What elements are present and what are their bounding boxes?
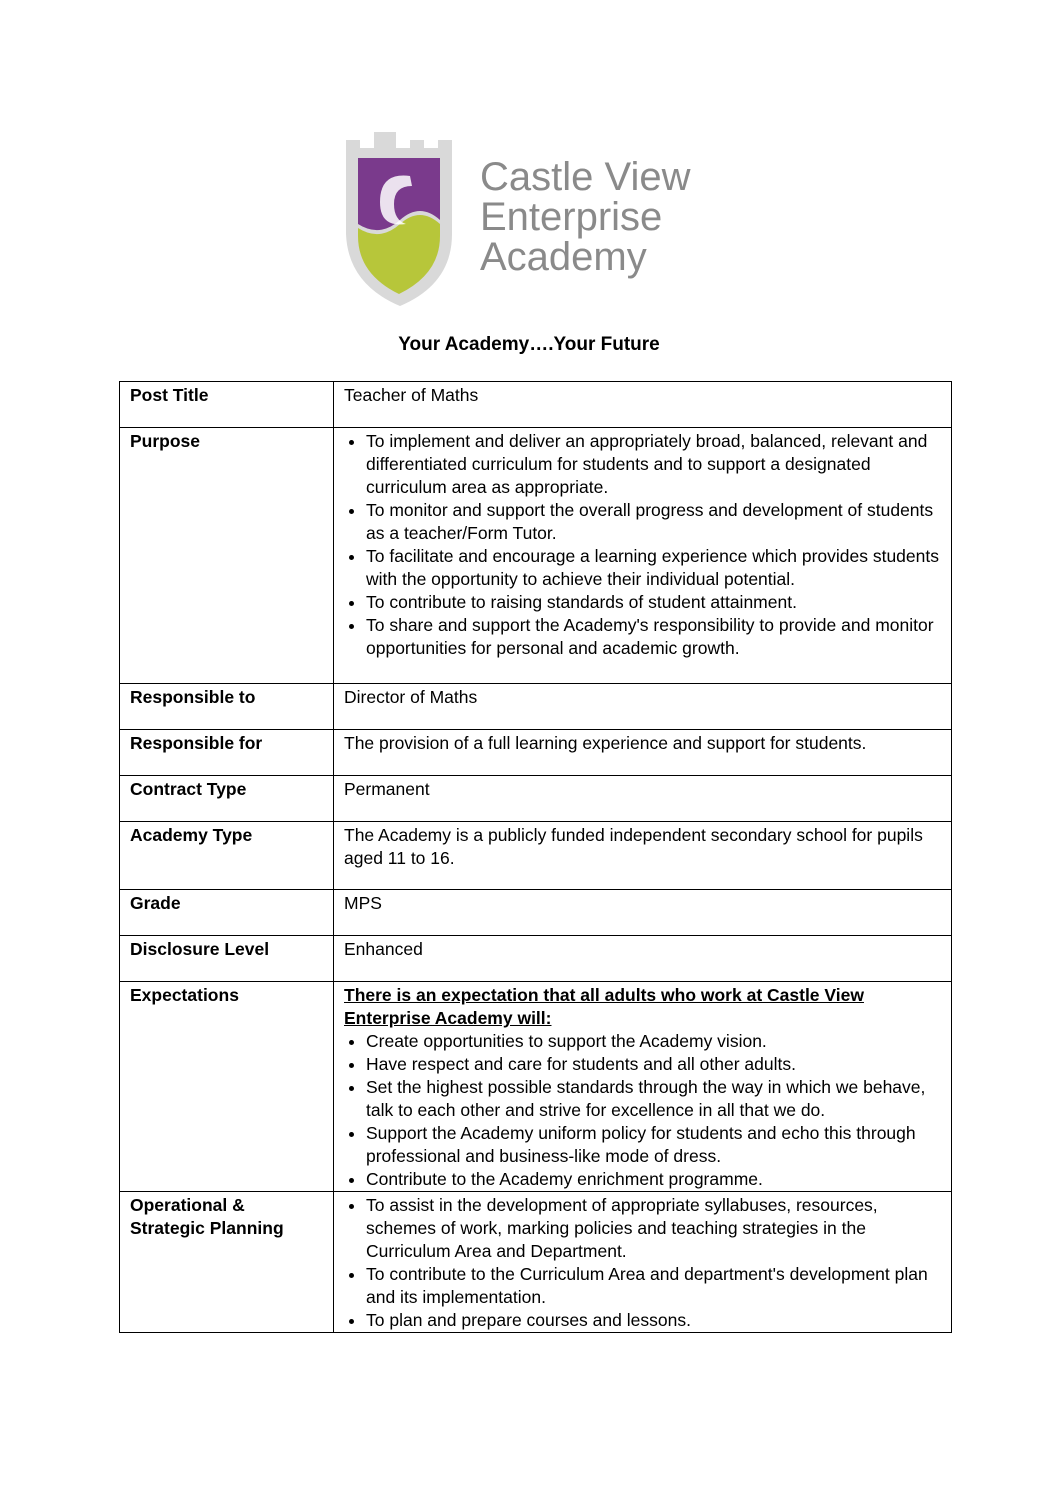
purpose-list bbox=[344, 430, 942, 660]
value-grade: MPS bbox=[334, 890, 952, 936]
value-post-title: Teacher of Maths bbox=[334, 382, 952, 428]
value-contract-type: Permanent bbox=[334, 776, 952, 822]
value-purpose bbox=[334, 428, 952, 684]
row-expectations bbox=[120, 982, 952, 1192]
row-responsible-for bbox=[120, 730, 952, 776]
expectations-heading: There is an expectation that all adults who work at Castle View Enterprise Academy will: bbox=[344, 985, 864, 1028]
list-item: • To implement and deliver an appropriately broad, balanced, relevant and differentiated curriculum for students and to support a designated curriculum area as appropriate. bbox=[366, 430, 942, 499]
list-item: • To plan and prepare courses and lessons. bbox=[366, 1309, 942, 1332]
label-contract-type: Contract Type bbox=[120, 776, 334, 822]
expectations-list bbox=[344, 1030, 942, 1191]
tagline: Your Academy….Your Future bbox=[398, 334, 660, 355]
job-description-table bbox=[119, 381, 952, 1333]
list-item: • Support the Academy uniform policy for students and echo this through professional and business-like mode of dress. bbox=[366, 1122, 942, 1168]
row-grade bbox=[120, 890, 952, 936]
label-purpose: Purpose bbox=[120, 428, 334, 684]
logo-graphic bbox=[340, 124, 710, 309]
row-disclosure bbox=[120, 936, 952, 982]
list-item: • Have respect and care for students and all other adults. bbox=[366, 1053, 942, 1076]
label-disclosure: Disclosure Level bbox=[120, 936, 334, 982]
list-item: • To assist in the development of appropriate syllabuses, resources, schemes of work, marking policies and teaching strategies in the Curriculum Area and Department. bbox=[366, 1194, 942, 1263]
list-item: • To contribute to raising standards of student attainment. bbox=[366, 591, 942, 614]
list-item: • To share and support the Academy's responsibility to provide and monitor opportunities for personal and academic growth. bbox=[366, 614, 942, 660]
label-academy-type: Academy Type bbox=[120, 822, 334, 890]
label-responsible-for: Responsible for bbox=[120, 730, 334, 776]
logo-line1: Castle View bbox=[480, 155, 691, 199]
value-expectations bbox=[334, 982, 952, 1192]
row-academy-type bbox=[120, 822, 952, 890]
logo-line3: Academy bbox=[480, 235, 647, 279]
label-post-title: Post Title bbox=[120, 382, 334, 428]
label-responsible-to: Responsible to bbox=[120, 684, 334, 730]
row-contract-type bbox=[120, 776, 952, 822]
row-purpose bbox=[120, 428, 952, 684]
list-item: • To monitor and support the overall progress and development of students as a teacher/Form Tutor. bbox=[366, 499, 942, 545]
label-grade: Grade bbox=[120, 890, 334, 936]
list-item: • To contribute to the Curriculum Area and department's development plan and its implementation. bbox=[366, 1263, 942, 1309]
label-expectations: Expectations bbox=[120, 982, 334, 1192]
list-item: • Contribute to the Academy enrichment programme. bbox=[366, 1168, 942, 1191]
row-responsible-to bbox=[120, 684, 952, 730]
list-item: • To facilitate and encourage a learning experience which provides students with the opportunity to achieve their individual potential. bbox=[366, 545, 942, 591]
row-operational bbox=[120, 1192, 952, 1333]
value-disclosure: Enhanced bbox=[334, 936, 952, 982]
row-post-title bbox=[120, 382, 952, 428]
label-operational: Operational & Strategic Planning bbox=[120, 1192, 334, 1333]
value-responsible-to: Director of Maths bbox=[334, 684, 952, 730]
academy-logo bbox=[340, 124, 710, 309]
list-item: • Create opportunities to support the Academy vision. bbox=[366, 1030, 942, 1053]
list-item: • Set the highest possible standards through the way in which we behave, talk to each other and strive for excellence in all that we do. bbox=[366, 1076, 942, 1122]
logo-line2: Enterprise bbox=[480, 195, 663, 239]
value-responsible-for: The provision of a full learning experience and support for students. bbox=[334, 730, 952, 776]
value-operational bbox=[334, 1192, 952, 1333]
value-academy-type: The Academy is a publicly funded independent secondary school for pupils aged 11 to 16. bbox=[334, 822, 952, 890]
operational-list bbox=[344, 1194, 942, 1332]
